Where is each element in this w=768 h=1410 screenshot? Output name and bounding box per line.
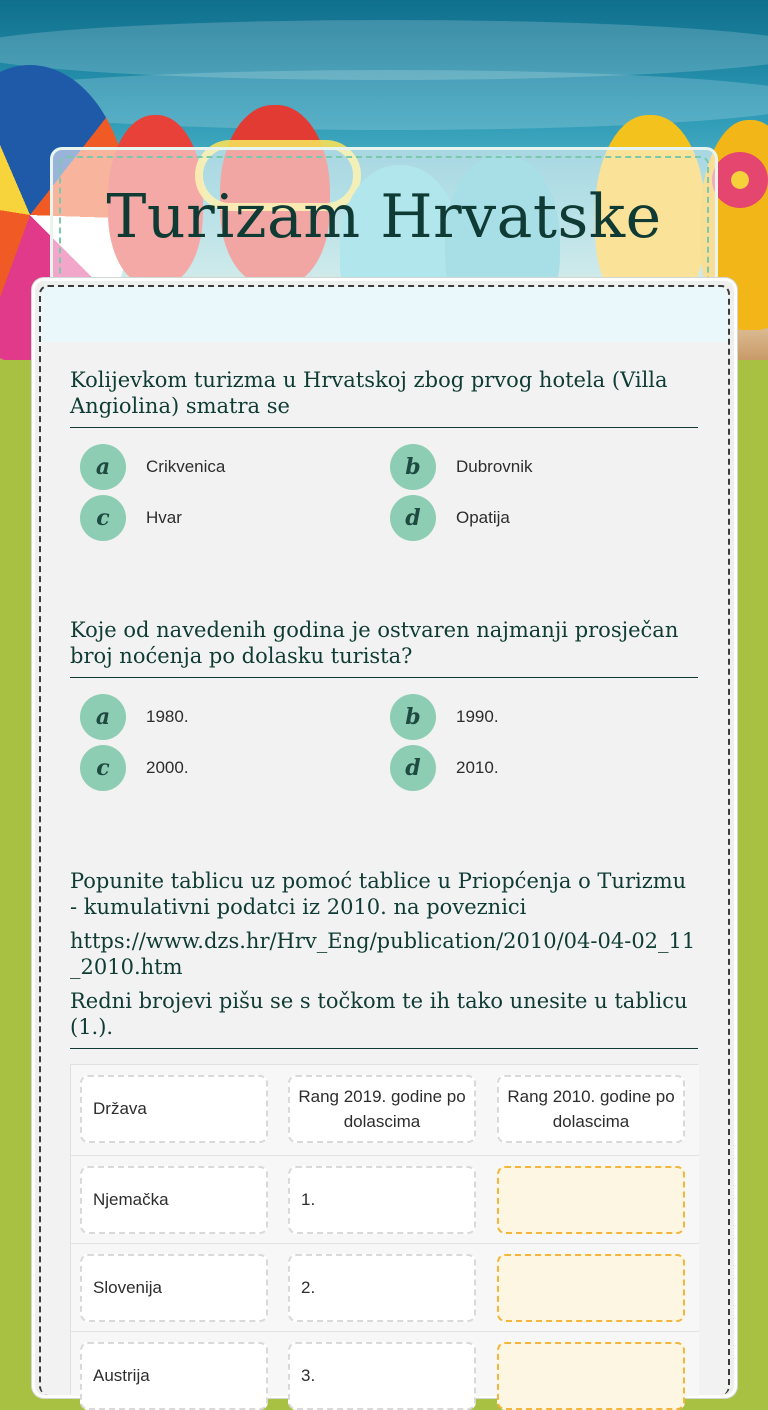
option-letter-bubble[interactable]: c [80,745,126,791]
question-text: Kolijevkom turizma u Hrvatskoj zbog prvog hotela (Villa Angiolina) smatra se [70,367,698,428]
rank-2019-cell: 2. [288,1254,476,1322]
option-label: Dubrovnik [456,457,533,476]
source-link[interactable]: https://www.dzs.hr/Hrv_Eng/publication/2010/04-04-02_11_2010.htm [70,929,696,979]
option-d[interactable] [390,495,510,541]
option-letter-bubble[interactable]: c [80,495,126,541]
header-cell: Država [80,1075,268,1143]
option-a[interactable] [80,694,189,740]
option-label: Crikvenica [146,457,226,476]
rank-2019-cell: 3. [288,1342,476,1410]
worksheet-header-strip [41,287,728,342]
rank-2019-cell: 1. [288,1166,476,1234]
rank-2010-input[interactable] [497,1254,685,1322]
table-row [71,1331,699,1396]
table-instruction-text: Redni brojevi pišu se s točkom te ih tako unesite u tablicu (1.). [70,988,698,1049]
header-cell: Rang 2010. godine po dolascima [497,1075,685,1143]
title-card [50,147,718,287]
country-cell: Slovenija [80,1254,268,1322]
table-header-row [71,1065,699,1155]
option-letter-bubble[interactable]: b [390,444,436,490]
country-cell: Austrija [80,1342,268,1410]
question-2 [70,617,698,678]
option-letter-bubble[interactable]: b [390,694,436,740]
option-letter-bubble[interactable]: a [80,444,126,490]
option-label: 2000. [146,758,189,777]
option-label: 1990. [456,707,499,726]
question-text: Koje od navedenih godina je ostvaren najmanji prosječan broj noćenja po dolasku turista? [70,617,698,678]
option-letter-bubble[interactable]: d [390,745,436,791]
option-label: Opatija [456,508,510,527]
option-b[interactable] [390,444,533,490]
header-cell: Rang 2019. godine po dolascima [288,1075,476,1143]
rank-2010-input[interactable] [497,1342,685,1410]
option-a[interactable] [80,444,225,490]
ranking-table [70,1064,698,1394]
table-intro-text: Popunite tablicu uz pomoć tablice u Priopćenja o Turizmu - kumulativni podatci iz 2010. na poveznici [70,869,687,919]
page-title: Turizam Hrvatske [106,182,662,252]
option-letter-bubble[interactable]: a [80,694,126,740]
option-label: 2010. [456,758,499,777]
option-b[interactable] [390,694,499,740]
option-c[interactable] [80,495,182,541]
option-letter-bubble[interactable]: d [390,495,436,541]
table-row [71,1155,699,1244]
question-3 [70,868,698,1049]
question-1 [70,367,698,428]
option-label: 1980. [146,707,189,726]
option-d[interactable] [390,745,499,791]
flower-graphic [712,152,768,208]
country-cell: Njemačka [80,1166,268,1234]
rank-2010-input[interactable] [497,1166,685,1234]
option-label: Hvar [146,508,182,527]
option-c[interactable] [80,745,189,791]
table-row [71,1243,699,1332]
